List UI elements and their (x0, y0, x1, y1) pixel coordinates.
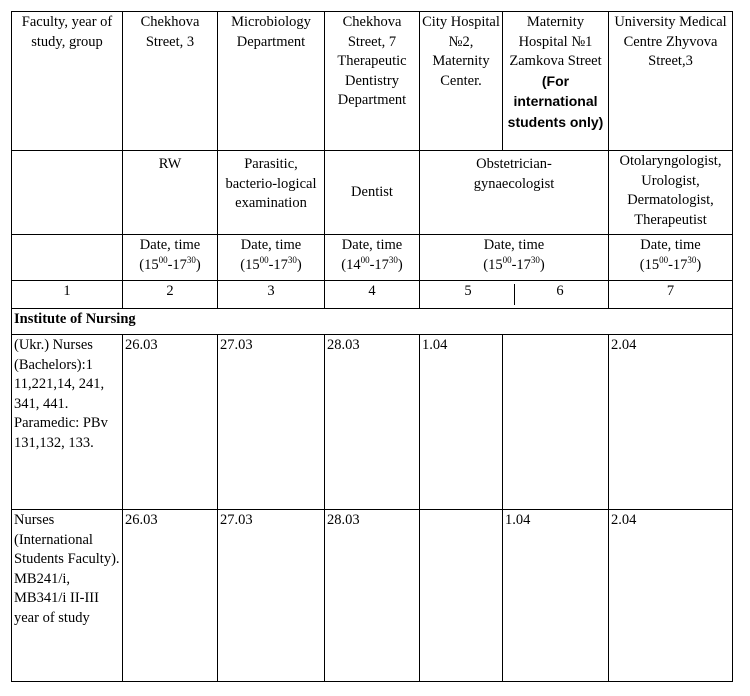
date-cell: 27.03 (218, 335, 325, 510)
time-end-min: 30 (186, 254, 196, 265)
table-row (12, 335, 733, 510)
time-end-min: 30 (530, 254, 540, 265)
date-cell (420, 510, 503, 682)
time-label: Date, time (483, 237, 545, 253)
time-dash: -17 (511, 256, 531, 273)
time-close: ) (696, 256, 702, 273)
time-open: (15 (639, 256, 660, 273)
time-label: Date, time (640, 237, 701, 253)
header-microbiology: Microbiology Department (218, 12, 325, 151)
header-maternity-main: Maternity Hospital №1 Zamkova Street (509, 14, 602, 69)
col-number-5: 5 (464, 283, 472, 299)
time-open: (15 (483, 256, 503, 273)
date-cell: 2.04 (609, 510, 733, 682)
col-number-3: 3 (218, 281, 325, 309)
time-close: ) (195, 256, 201, 273)
time-start-min: 00 (360, 254, 370, 265)
specialists-empty (12, 151, 123, 235)
specialist-obstetrician (420, 151, 609, 235)
section-row (12, 309, 733, 335)
date-cell: 28.03 (325, 510, 420, 682)
time-empty (12, 235, 123, 281)
time-close: ) (296, 256, 302, 273)
time-end-min: 30 (287, 254, 297, 265)
date-cell: 27.03 (218, 510, 325, 682)
col-number-5-6 (420, 281, 609, 309)
number-divider (514, 284, 515, 305)
specialist-obstetrician-text: Obstetrician-gynaecologist (473, 156, 555, 192)
time-open: (15 (240, 256, 260, 273)
number-row (12, 281, 733, 309)
time-col7 (609, 235, 733, 281)
date-cell: 28.03 (325, 335, 420, 510)
col-number-6: 6 (556, 283, 564, 299)
table-row (12, 510, 733, 682)
col-number-4: 4 (325, 281, 420, 309)
date-cell: 26.03 (123, 510, 218, 682)
specialist-multi: Otolaryngologist, Urologist, Dermatologist, Therapeutist (609, 151, 733, 235)
time-col5-6 (420, 235, 609, 281)
time-start-min: 00 (502, 254, 512, 265)
col-number-1: 1 (12, 281, 123, 309)
time-row (12, 235, 733, 281)
time-dash: -17 (369, 256, 389, 273)
time-col2 (123, 235, 218, 281)
header-faculty: Faculty, year of study, group (12, 12, 123, 151)
time-col3 (218, 235, 325, 281)
time-start-min: 00 (659, 254, 669, 265)
time-label: Date, time (139, 237, 201, 253)
time-open: (15 (139, 256, 159, 273)
header-row (12, 12, 733, 151)
header-chekhova-3: Chekhova Street, 3 (123, 12, 218, 151)
header-university-centre: University Medical Centre Zhyvova Street,3 (609, 12, 733, 151)
time-close: ) (539, 256, 545, 273)
time-col4 (325, 235, 420, 281)
group-cell: (Ukr.) Nurses (Bachelors):1 11,221,14, 241, 341, 441. Paramedic: PBv 131,132, 133. (12, 335, 123, 510)
date-cell: 2.04 (609, 335, 733, 510)
time-label: Date, time (341, 237, 403, 253)
date-cell: 1.04 (420, 335, 503, 510)
section-title: Institute of Nursing (12, 309, 733, 335)
time-dash: -17 (167, 256, 187, 273)
header-maternity-note: (For international students only) (507, 72, 604, 130)
time-label: Date, time (240, 237, 302, 253)
schedule-table (11, 11, 733, 682)
time-dash: -17 (268, 256, 288, 273)
time-end-min: 30 (687, 254, 697, 265)
date-cell: 26.03 (123, 335, 218, 510)
time-open: (14 (341, 256, 361, 273)
time-end-min: 30 (388, 254, 398, 265)
date-cell (503, 335, 609, 510)
time-start-min: 00 (259, 254, 269, 265)
group-cell: Nurses (International Students Faculty). MB241/i, MB341/i II-III year of study (12, 510, 123, 682)
time-start-min: 00 (158, 254, 168, 265)
header-maternity-hospital (503, 12, 609, 151)
specialist-rw: RW (123, 151, 218, 235)
specialist-parasitic: Parasitic, bacterio-logical examination (218, 151, 325, 235)
time-close: ) (397, 256, 403, 273)
header-city-hospital: City Hospital №2, Maternity Center. (420, 12, 503, 151)
header-chekhova-7: Chekhova Street, 7 Therapeutic Dentistry Department (325, 12, 420, 151)
time-dash: -17 (668, 256, 688, 273)
specialists-row (12, 151, 733, 235)
specialist-dentist: Dentist (325, 151, 420, 235)
col-number-2: 2 (123, 281, 218, 309)
col-number-7: 7 (609, 281, 733, 309)
date-cell: 1.04 (503, 510, 609, 682)
